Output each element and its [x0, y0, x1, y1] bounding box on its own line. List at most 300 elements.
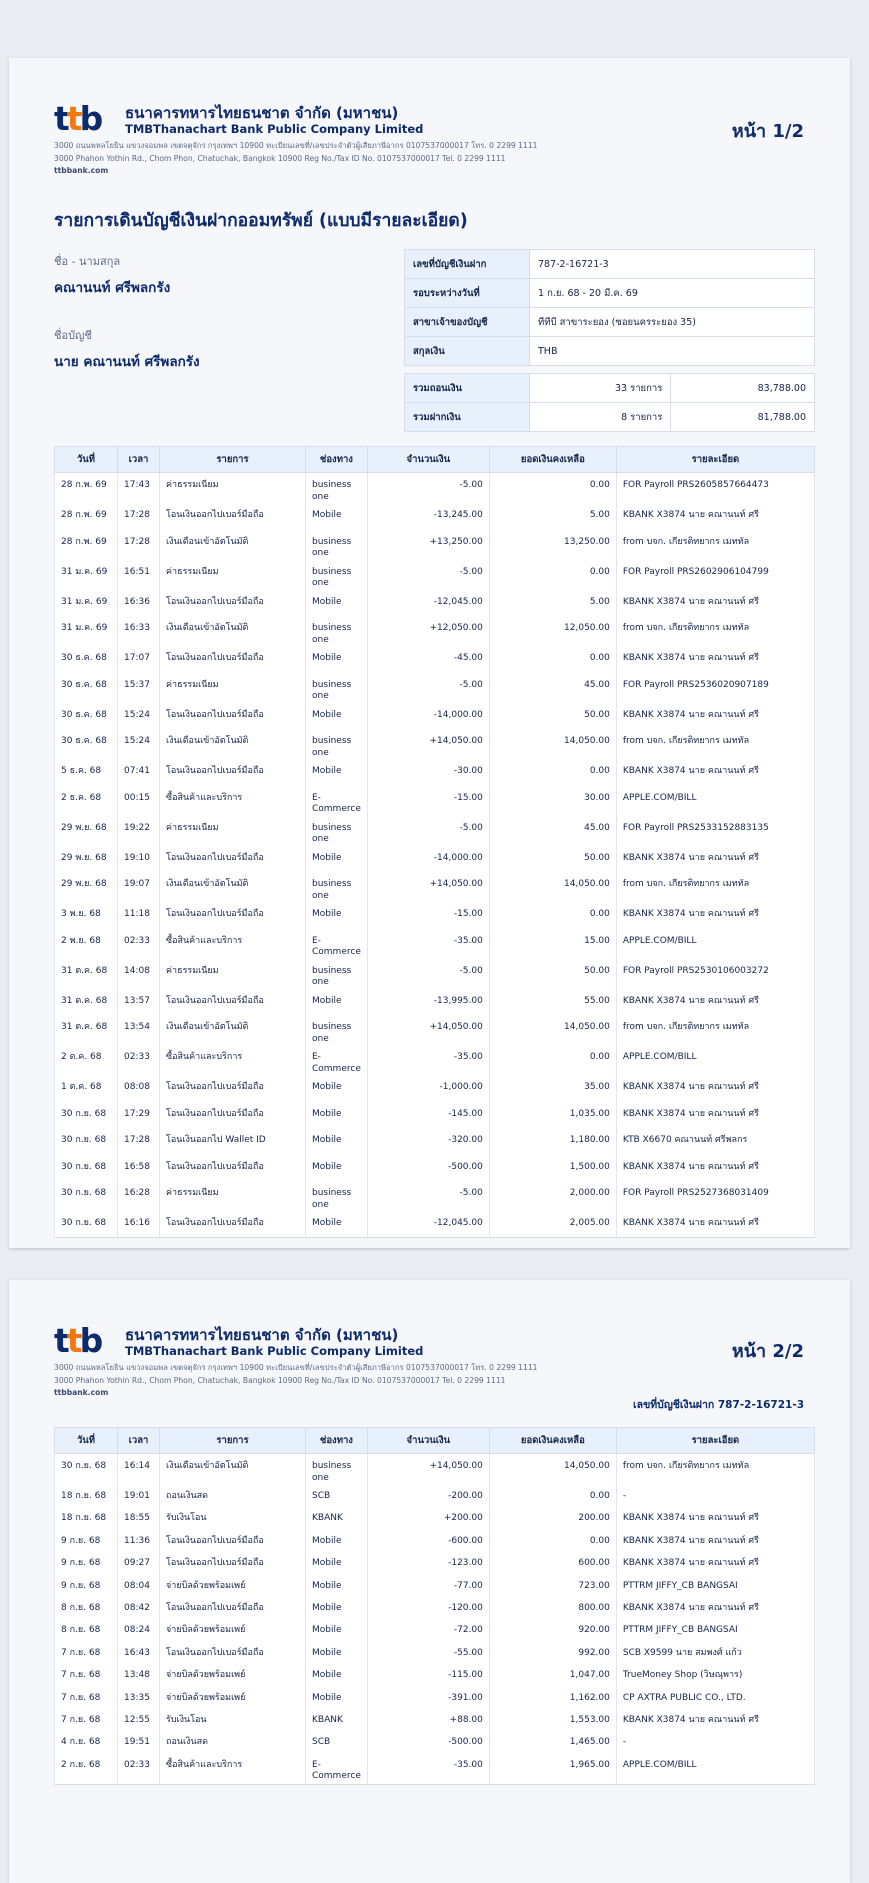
time-cell: 16:28: [118, 1181, 160, 1211]
date-cell: 29 พ.ย. 68: [55, 872, 118, 902]
amount-cell: -13,245.00: [367, 503, 489, 530]
amount-cell: -13,995.00: [367, 989, 489, 1016]
details-cell: FOR Payroll PRS2527368031409: [616, 1181, 814, 1211]
description-cell: โอนเงินออกไปเบอร์มือถือ: [160, 902, 306, 929]
balance-cell: 1,553.00: [489, 1708, 616, 1730]
amount-cell: -12,045.00: [367, 1211, 489, 1238]
balance-cell: 2,005.00: [489, 1211, 616, 1238]
address-th: 3000 ถนนพหลโยธิน แขวงจอมพล เขตจตุจักร กรุงเทพฯ 10900 ทะเบียนเลขที่/เลขประจำตัวผู้เสียภาษีอากร 0107537000017 โทร. 0 2299 1111: [54, 141, 538, 150]
table-row: [55, 1753, 815, 1785]
description-cell: ค่าธรรมเนียม: [160, 473, 306, 504]
description-cell: จ่ายบิลด้วยพร้อมเพย์: [160, 1574, 306, 1596]
date-cell: 31 ต.ค. 68: [55, 989, 118, 1016]
time-cell: 19:07: [118, 872, 160, 902]
details-cell: KBANK X3874 นาย คณานนท์ ศรี: [616, 1506, 814, 1528]
channel-cell: Mobile: [306, 1686, 368, 1708]
date-cell: 31 ต.ค. 68: [55, 1015, 118, 1045]
time-cell: 13:57: [118, 989, 160, 1016]
balance-cell: 0.00: [489, 759, 616, 786]
description-cell: จ่ายบิลด้วยพร้อมเพย์: [160, 1618, 306, 1640]
details-cell: from บจก. เกียรติทยากร เมททัล: [616, 872, 814, 902]
description-cell: จ่ายบิลด้วยพร้อมเพย์: [160, 1663, 306, 1685]
amount-cell: +14,050.00: [367, 872, 489, 902]
table-row: [55, 816, 815, 846]
time-cell: 09:27: [118, 1551, 160, 1573]
details-cell: FOR Payroll PRS2602906104799: [616, 560, 814, 590]
transactions-table-page-2: [54, 1427, 815, 1785]
time-cell: 02:33: [118, 929, 160, 959]
date-cell: 30 ก.ย. 68: [55, 1454, 118, 1485]
col-details: รายละเอียด: [616, 447, 814, 473]
details-cell: KBANK X3874 นาย คณานนท์ ศรี: [616, 989, 814, 1016]
amount-cell: -45.00: [367, 646, 489, 673]
deposit-total: 81,788.00: [671, 403, 815, 432]
details-cell: -: [616, 1484, 814, 1506]
transactions-table-page-1: [54, 446, 815, 1238]
table-row: [55, 1015, 815, 1045]
description-cell: รับเงินโอน: [160, 1506, 306, 1528]
date-cell: 30 ก.ย. 68: [55, 1128, 118, 1155]
date-cell: 30 ธ.ค. 68: [55, 673, 118, 703]
bank-website: ttbbank.com: [54, 1388, 109, 1397]
time-cell: 02:33: [118, 1045, 160, 1075]
description-cell: โอนเงินออกไปเบอร์มือถือ: [160, 1155, 306, 1182]
deposit-count: 8 รายการ: [530, 403, 671, 432]
amount-cell: +88.00: [367, 1708, 489, 1730]
time-cell: 15:24: [118, 703, 160, 730]
time-cell: 17:28: [118, 530, 160, 560]
bank-website: ttbbank.com: [54, 166, 109, 175]
amount-cell: -115.00: [367, 1663, 489, 1685]
details-cell: APPLE.COM/BILL: [616, 929, 814, 959]
table-row: [55, 1708, 815, 1730]
details-cell: KBANK X3874 นาย คณานนท์ ศรี: [616, 503, 814, 530]
channel-cell: Mobile: [306, 1551, 368, 1573]
channel-cell: Mobile: [306, 902, 368, 929]
channel-cell: business one: [306, 1454, 368, 1485]
balance-cell: 5.00: [489, 503, 616, 530]
table-row: [55, 1529, 815, 1551]
date-cell: 30 ก.ย. 68: [55, 1155, 118, 1182]
details-cell: FOR Payroll PRS2605857664473: [616, 473, 814, 504]
time-cell: 08:24: [118, 1618, 160, 1640]
description-cell: โอนเงินออกไปเบอร์มือถือ: [160, 846, 306, 873]
description-cell: รับเงินโอน: [160, 1708, 306, 1730]
details-cell: CP AXTRA PUBLIC CO., LTD.: [616, 1686, 814, 1708]
description-cell: เงินเดือนเข้าอัตโนมัติ: [160, 616, 306, 646]
col-channel: ช่องทาง: [306, 447, 368, 473]
description-cell: ซื้อสินค้าและบริการ: [160, 1045, 306, 1075]
bank-name-en: TMBThanachart Bank Public Company Limited: [125, 122, 424, 136]
details-cell: APPLE.COM/BILL: [616, 786, 814, 816]
time-cell: 08:04: [118, 1574, 160, 1596]
time-cell: 18:55: [118, 1506, 160, 1528]
time-cell: 13:54: [118, 1015, 160, 1045]
details-cell: KBANK X3874 นาย คณานนท์ ศรี: [616, 1211, 814, 1238]
balance-cell: 45.00: [489, 673, 616, 703]
details-cell: KBANK X3874 นาย คณานนท์ ศรี: [616, 1155, 814, 1182]
date-cell: 30 ก.ย. 68: [55, 1102, 118, 1129]
details-cell: KTB X6670 คณานนท์ ศรีพลกร: [616, 1128, 814, 1155]
details-cell: KBANK X3874 นาย คณานนท์ ศรี: [616, 902, 814, 929]
details-cell: KBANK X3874 นาย คณานนท์ ศรี: [616, 1529, 814, 1551]
balance-cell: 600.00: [489, 1551, 616, 1573]
currency-value: THB: [530, 337, 815, 366]
date-cell: 1 ต.ค. 68: [55, 1075, 118, 1102]
amount-cell: -123.00: [367, 1551, 489, 1573]
time-cell: 17:43: [118, 473, 160, 504]
ttb-logo: ttb: [54, 99, 101, 138]
balance-cell: 1,047.00: [489, 1663, 616, 1685]
col-amount: จำนวนเงิน: [367, 1428, 489, 1454]
description-cell: โอนเงินออกไปเบอร์มือถือ: [160, 1102, 306, 1129]
balance-cell: 50.00: [489, 846, 616, 873]
amount-cell: -320.00: [367, 1128, 489, 1155]
col-date: วันที่: [55, 1428, 118, 1454]
amount-cell: -5.00: [367, 959, 489, 989]
withdraw-total-label: รวมถอนเงิน: [405, 374, 530, 403]
date-cell: 29 พ.ย. 68: [55, 846, 118, 873]
channel-cell: business one: [306, 729, 368, 759]
table-row: [55, 729, 815, 759]
time-cell: 19:01: [118, 1484, 160, 1506]
date-cell: 18 ก.ย. 68: [55, 1484, 118, 1506]
date-cell: 28 ก.พ. 69: [55, 503, 118, 530]
amount-cell: -14,000.00: [367, 703, 489, 730]
time-cell: 19:10: [118, 846, 160, 873]
balance-cell: 50.00: [489, 703, 616, 730]
amount-cell: -35.00: [367, 1753, 489, 1785]
amount-cell: -30.00: [367, 759, 489, 786]
description-cell: โอนเงินออกไปเบอร์มือถือ: [160, 646, 306, 673]
description-cell: โอนเงินออกไปเบอร์มือถือ: [160, 1211, 306, 1238]
channel-cell: Mobile: [306, 1574, 368, 1596]
description-cell: โอนเงินออกไปเบอร์มือถือ: [160, 590, 306, 617]
details-cell: KBANK X3874 นาย คณานนท์ ศรี: [616, 1075, 814, 1102]
details-cell: KBANK X3874 นาย คณานนท์ ศรี: [616, 646, 814, 673]
table-row: [55, 1155, 815, 1182]
description-cell: ค่าธรรมเนียม: [160, 1181, 306, 1211]
table-row: [55, 1075, 815, 1102]
details-cell: KBANK X3874 นาย คณานนท์ ศรี: [616, 703, 814, 730]
time-cell: 15:24: [118, 729, 160, 759]
bank-name: [125, 104, 423, 136]
time-cell: 16:43: [118, 1641, 160, 1663]
withdraw-total: 83,788.00: [671, 374, 815, 403]
table-row: [55, 1454, 815, 1485]
balance-cell: 1,035.00: [489, 1102, 616, 1129]
table-row: [55, 1686, 815, 1708]
details-cell: -: [616, 1730, 814, 1752]
amount-cell: -600.00: [367, 1529, 489, 1551]
details-cell: PTTRM JIFFY_CB BANGSAI: [616, 1618, 814, 1640]
balance-cell: 0.00: [489, 1045, 616, 1075]
time-cell: 16:14: [118, 1454, 160, 1485]
table-row: [55, 1618, 815, 1640]
table-row: [55, 673, 815, 703]
balance-cell: 200.00: [489, 1506, 616, 1528]
description-cell: เงินเดือนเข้าอัตโนมัติ: [160, 1015, 306, 1045]
channel-cell: Mobile: [306, 759, 368, 786]
table-row: [55, 616, 815, 646]
col-time: เวลา: [118, 1428, 160, 1454]
date-cell: 9 ก.ย. 68: [55, 1529, 118, 1551]
account-number: 787-2-16721-3: [530, 250, 815, 279]
bank-address: [54, 1362, 674, 1400]
amount-cell: -500.00: [367, 1730, 489, 1752]
page-number: หน้า 1/2: [731, 121, 804, 142]
details-cell: KBANK X3874 นาย คณานนท์ ศรี: [616, 1102, 814, 1129]
date-cell: 28 ก.พ. 69: [55, 473, 118, 504]
date-cell: 4 ก.ย. 68: [55, 1730, 118, 1752]
channel-cell: Mobile: [306, 590, 368, 617]
details-cell: FOR Payroll PRS2536020907189: [616, 673, 814, 703]
description-cell: โอนเงินออกไปเบอร์มือถือ: [160, 503, 306, 530]
channel-cell: business one: [306, 530, 368, 560]
amount-cell: -15.00: [367, 902, 489, 929]
description-cell: โอนเงินออกไปเบอร์มือถือ: [160, 1075, 306, 1102]
amount-cell: +12,050.00: [367, 616, 489, 646]
table-row: [55, 786, 815, 816]
table-row: [55, 1484, 815, 1506]
balance-cell: 55.00: [489, 989, 616, 1016]
date-cell: 2 ต.ค. 68: [55, 1045, 118, 1075]
amount-cell: -72.00: [367, 1618, 489, 1640]
description-cell: ซื้อสินค้าและบริการ: [160, 1753, 306, 1785]
table-row: [55, 1102, 815, 1129]
date-cell: 2 พ.ย. 68: [55, 929, 118, 959]
details-cell: PTTRM JIFFY_CB BANGSAI: [616, 1574, 814, 1596]
description-cell: ซื้อสินค้าและบริการ: [160, 786, 306, 816]
time-cell: 19:51: [118, 1730, 160, 1752]
channel-cell: business one: [306, 673, 368, 703]
balance-cell: 13,250.00: [489, 530, 616, 560]
table-row: [55, 902, 815, 929]
customer-name: คณานนท์ ศรีพลกรัง: [54, 280, 171, 296]
description-cell: จ่ายบิลด้วยพร้อมเพย์: [160, 1686, 306, 1708]
amount-cell: -500.00: [367, 1155, 489, 1182]
balance-cell: 14,050.00: [489, 1015, 616, 1045]
statement-page-1: [9, 58, 850, 1248]
amount-cell: -145.00: [367, 1102, 489, 1129]
period-value: 1 ก.ย. 68 - 20 มี.ค. 69: [530, 279, 815, 308]
col-date: วันที่: [55, 447, 118, 473]
branch-value: ทีทีบี สาขาระยอง (ซอยนครระยอง 35): [530, 308, 815, 337]
balance-cell: 14,050.00: [489, 729, 616, 759]
balance-cell: 920.00: [489, 1618, 616, 1640]
date-cell: 29 พ.ย. 68: [55, 816, 118, 846]
description-cell: เงินเดือนเข้าอัตโนมัติ: [160, 1454, 306, 1485]
amount-cell: -120.00: [367, 1596, 489, 1618]
amount-cell: +200.00: [367, 1506, 489, 1528]
channel-cell: business one: [306, 560, 368, 590]
description-cell: โอนเงินออกไปเบอร์มือถือ: [160, 1641, 306, 1663]
date-cell: 3 พ.ย. 68: [55, 902, 118, 929]
time-cell: 13:48: [118, 1663, 160, 1685]
balance-cell: 45.00: [489, 816, 616, 846]
channel-cell: business one: [306, 616, 368, 646]
channel-cell: business one: [306, 1015, 368, 1045]
channel-cell: Mobile: [306, 503, 368, 530]
table-row: [55, 1551, 815, 1573]
channel-cell: Mobile: [306, 1075, 368, 1102]
account-name: นาย คณานนท์ ศรีพลกรัง: [54, 354, 200, 370]
table-row: [55, 1641, 815, 1663]
details-cell: APPLE.COM/BILL: [616, 1045, 814, 1075]
description-cell: ถอนเงินสด: [160, 1484, 306, 1506]
details-cell: from บจก. เกียรติทยากร เมททัล: [616, 1454, 814, 1485]
channel-cell: Mobile: [306, 1663, 368, 1685]
bank-name-en: TMBThanachart Bank Public Company Limited: [125, 1344, 424, 1358]
description-cell: ถอนเงินสด: [160, 1730, 306, 1752]
channel-cell: SCB: [306, 1730, 368, 1752]
table-row: [55, 1128, 815, 1155]
table-row: [55, 959, 815, 989]
date-cell: 30 ก.ย. 68: [55, 1211, 118, 1238]
date-cell: 5 ธ.ค. 68: [55, 759, 118, 786]
details-cell: KBANK X3874 นาย คณานนท์ ศรี: [616, 1551, 814, 1573]
details-cell: from บจก. เกียรติทยากร เมททัล: [616, 530, 814, 560]
withdraw-count: 33 รายการ: [530, 374, 671, 403]
details-cell: from บจก. เกียรติทยากร เมททัล: [616, 616, 814, 646]
account-summary-table: [404, 249, 815, 432]
date-cell: 31 ม.ค. 69: [55, 560, 118, 590]
branch-label: สาขาเจ้าของบัญชี: [405, 308, 530, 337]
time-cell: 16:51: [118, 560, 160, 590]
account-name-label: ชื่อบัญชี: [54, 329, 92, 342]
amount-cell: +14,050.00: [367, 1454, 489, 1485]
table-row: [55, 872, 815, 902]
amount-cell: -391.00: [367, 1686, 489, 1708]
time-cell: 11:36: [118, 1529, 160, 1551]
account-number-reference: เลขที่บัญชีเงินฝาก 787-2-16721-3: [633, 1399, 804, 1411]
address-en: 3000 Phahon Yothin Rd., Chom Phon, Chatuchak, Bangkok 10900 Reg No./Tax ID No. 0107537000017 Tel. 0 2299 1111: [54, 153, 506, 163]
details-cell: KBANK X3874 นาย คณานนท์ ศรี: [616, 846, 814, 873]
time-cell: 14:08: [118, 959, 160, 989]
date-cell: 7 ก.ย. 68: [55, 1663, 118, 1685]
balance-cell: 1,465.00: [489, 1730, 616, 1752]
balance-cell: 14,050.00: [489, 1454, 616, 1485]
balance-cell: 2,000.00: [489, 1181, 616, 1211]
balance-cell: 5.00: [489, 590, 616, 617]
table-row: [55, 759, 815, 786]
channel-cell: business one: [306, 872, 368, 902]
description-cell: เงินเดือนเข้าอัตโนมัติ: [160, 530, 306, 560]
balance-cell: 992.00: [489, 1641, 616, 1663]
amount-cell: -35.00: [367, 1045, 489, 1075]
description-cell: โอนเงินออกไปเบอร์มือถือ: [160, 759, 306, 786]
date-cell: 2 ธ.ค. 68: [55, 786, 118, 816]
time-cell: 15:37: [118, 673, 160, 703]
statement-page-2: [9, 1280, 850, 1883]
table-row: [55, 590, 815, 617]
amount-cell: +14,050.00: [367, 729, 489, 759]
channel-cell: E-Commerce: [306, 929, 368, 959]
details-cell: from บจก. เกียรติทยากร เมททัล: [616, 729, 814, 759]
table-header-row: [55, 1428, 815, 1454]
channel-cell: E-Commerce: [306, 1045, 368, 1075]
date-cell: 7 ก.ย. 68: [55, 1641, 118, 1663]
table-row: [55, 1506, 815, 1528]
details-cell: SCB X9599 นาย สมพงศ์ แก้ว: [616, 1641, 814, 1663]
date-cell: 30 ก.ย. 68: [55, 1181, 118, 1211]
balance-cell: 15.00: [489, 929, 616, 959]
channel-cell: Mobile: [306, 703, 368, 730]
col-channel: ช่องทาง: [306, 1428, 368, 1454]
bank-name-th: ธนาคารทหารไทยธนชาต จำกัด (มหาชน): [125, 1326, 399, 1344]
col-balance: ยอดเงินคงเหลือ: [489, 1428, 616, 1454]
table-row: [55, 530, 815, 560]
time-cell: 17:28: [118, 503, 160, 530]
amount-cell: -5.00: [367, 673, 489, 703]
description-cell: ค่าธรรมเนียม: [160, 816, 306, 846]
balance-cell: 1,500.00: [489, 1155, 616, 1182]
amount-cell: -1,000.00: [367, 1075, 489, 1102]
amount-cell: +13,250.00: [367, 530, 489, 560]
date-cell: 31 ม.ค. 69: [55, 616, 118, 646]
details-cell: from บจก. เกียรติทยากร เมททัล: [616, 1015, 814, 1045]
date-cell: 7 ก.ย. 68: [55, 1686, 118, 1708]
balance-cell: 50.00: [489, 959, 616, 989]
description-cell: เงินเดือนเข้าอัตโนมัติ: [160, 872, 306, 902]
amount-cell: -14,000.00: [367, 846, 489, 873]
description-cell: โอนเงินออกไปเบอร์มือถือ: [160, 1529, 306, 1551]
description-cell: โอนเงินออกไปเบอร์มือถือ: [160, 989, 306, 1016]
time-cell: 13:35: [118, 1686, 160, 1708]
date-cell: 9 ก.ย. 68: [55, 1551, 118, 1573]
balance-cell: 0.00: [489, 646, 616, 673]
channel-cell: business one: [306, 1181, 368, 1211]
time-cell: 19:22: [118, 816, 160, 846]
time-cell: 07:41: [118, 759, 160, 786]
date-cell: 2 ก.ย. 68: [55, 1753, 118, 1785]
channel-cell: KBANK: [306, 1708, 368, 1730]
currency-label: สกุลเงิน: [405, 337, 530, 366]
details-cell: TrueMoney Shop (วิษณุพาร): [616, 1663, 814, 1685]
amount-cell: -77.00: [367, 1574, 489, 1596]
amount-cell: -5.00: [367, 560, 489, 590]
bank-name-th: ธนาคารทหารไทยธนชาต จำกัด (มหาชน): [125, 104, 399, 122]
page-number: หน้า 2/2: [731, 1341, 804, 1362]
amount-cell: +14,050.00: [367, 1015, 489, 1045]
time-cell: 08:42: [118, 1596, 160, 1618]
table-row: [55, 1596, 815, 1618]
address-en: 3000 Phahon Yothin Rd., Chom Phon, Chatuchak, Bangkok 10900 Reg No./Tax ID No. 0107537000017 Tel. 0 2299 1111: [54, 1375, 506, 1385]
balance-cell: 0.00: [489, 473, 616, 504]
description-cell: โอนเงินออกไป Wallet ID: [160, 1128, 306, 1155]
channel-cell: KBANK: [306, 1506, 368, 1528]
date-cell: 30 ธ.ค. 68: [55, 646, 118, 673]
time-cell: 16:36: [118, 590, 160, 617]
channel-cell: Mobile: [306, 1155, 368, 1182]
balance-cell: 35.00: [489, 1075, 616, 1102]
details-cell: KBANK X3874 นาย คณานนท์ ศรี: [616, 1596, 814, 1618]
description-cell: โอนเงินออกไปเบอร์มือถือ: [160, 1596, 306, 1618]
time-cell: 16:58: [118, 1155, 160, 1182]
account-number-label: เลขที่บัญชีเงินฝาก: [405, 250, 530, 279]
col-description: รายการ: [160, 447, 306, 473]
time-cell: 17:29: [118, 1102, 160, 1129]
table-row: [55, 503, 815, 530]
details-cell: KBANK X3874 นาย คณานนท์ ศรี: [616, 759, 814, 786]
col-time: เวลา: [118, 447, 160, 473]
bank-name: [125, 1326, 423, 1358]
channel-cell: SCB: [306, 1484, 368, 1506]
balance-cell: 1,162.00: [489, 1686, 616, 1708]
description-cell: ซื้อสินค้าและบริการ: [160, 929, 306, 959]
balance-cell: 800.00: [489, 1596, 616, 1618]
channel-cell: Mobile: [306, 1641, 368, 1663]
